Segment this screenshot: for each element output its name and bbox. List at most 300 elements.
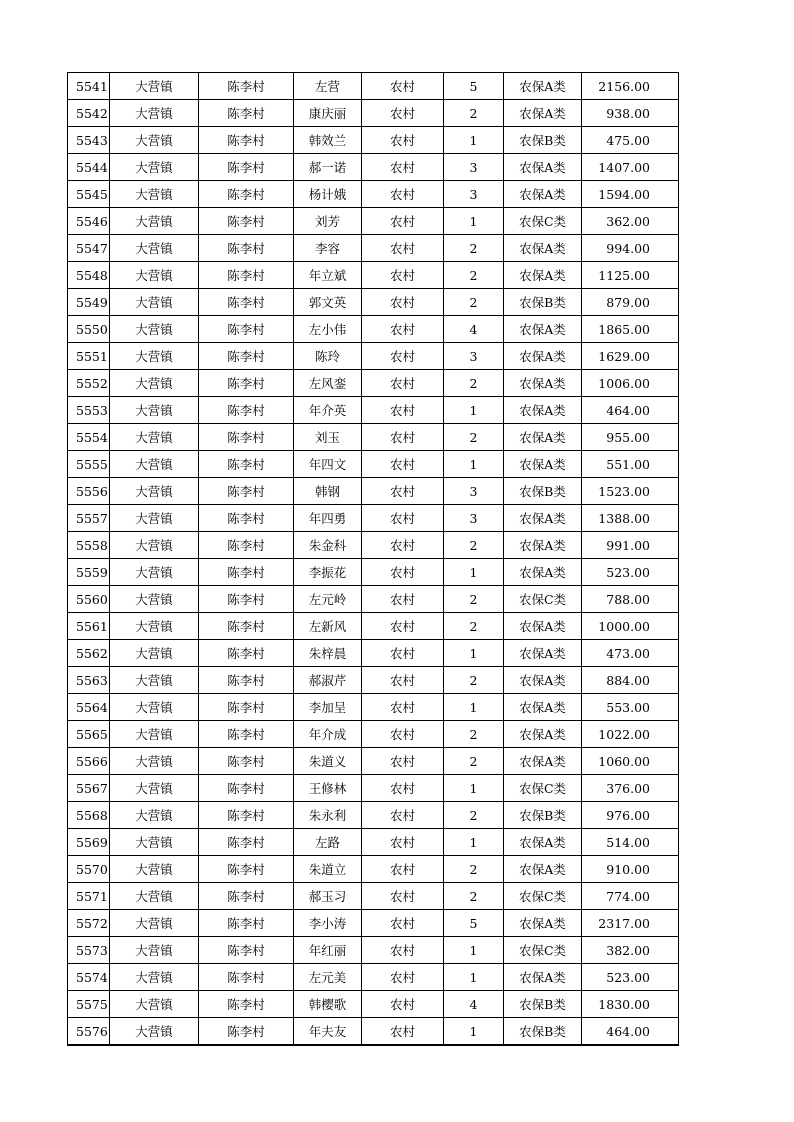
cell-category: 农保A类 bbox=[504, 532, 582, 559]
table-row bbox=[68, 694, 679, 721]
cell-persons: 1 bbox=[444, 397, 504, 424]
cell-name: 左风銮 bbox=[294, 370, 362, 397]
table-row bbox=[68, 937, 679, 964]
cell-no: 5549 bbox=[68, 289, 110, 316]
cell-town: 大营镇 bbox=[110, 208, 199, 235]
cell-amount: 553.00 bbox=[582, 694, 679, 721]
cell-village: 陈李村 bbox=[199, 370, 294, 397]
cell-town: 大营镇 bbox=[110, 910, 199, 937]
cell-village: 陈李村 bbox=[199, 451, 294, 478]
cell-amount: 382.00 bbox=[582, 937, 679, 964]
cell-amount: 884.00 bbox=[582, 667, 679, 694]
cell-area: 农村 bbox=[362, 316, 444, 343]
cell-village: 陈李村 bbox=[199, 424, 294, 451]
cell-name: 郭文英 bbox=[294, 289, 362, 316]
cell-persons: 2 bbox=[444, 424, 504, 451]
cell-village: 陈李村 bbox=[199, 343, 294, 370]
cell-no: 5575 bbox=[68, 991, 110, 1018]
table-row bbox=[68, 559, 679, 586]
cell-area: 农村 bbox=[362, 343, 444, 370]
cell-persons: 3 bbox=[444, 343, 504, 370]
cell-area: 农村 bbox=[362, 694, 444, 721]
cell-town: 大营镇 bbox=[110, 478, 199, 505]
cell-area: 农村 bbox=[362, 613, 444, 640]
cell-persons: 1 bbox=[444, 694, 504, 721]
cell-category: 农保B类 bbox=[504, 802, 582, 829]
cell-village: 陈李村 bbox=[199, 478, 294, 505]
cell-town: 大营镇 bbox=[110, 181, 199, 208]
cell-persons: 1 bbox=[444, 1018, 504, 1046]
cell-persons: 1 bbox=[444, 937, 504, 964]
cell-town: 大营镇 bbox=[110, 235, 199, 262]
cell-area: 农村 bbox=[362, 856, 444, 883]
cell-town: 大营镇 bbox=[110, 154, 199, 181]
cell-area: 农村 bbox=[362, 478, 444, 505]
table-row bbox=[68, 370, 679, 397]
cell-area: 农村 bbox=[362, 1018, 444, 1046]
cell-area: 农村 bbox=[362, 181, 444, 208]
cell-area: 农村 bbox=[362, 748, 444, 775]
cell-category: 农保C类 bbox=[504, 586, 582, 613]
cell-town: 大营镇 bbox=[110, 964, 199, 991]
cell-name: 韩樱歌 bbox=[294, 991, 362, 1018]
cell-category: 农保A类 bbox=[504, 721, 582, 748]
cell-area: 农村 bbox=[362, 802, 444, 829]
cell-category: 农保A类 bbox=[504, 694, 582, 721]
cell-name: 左元岭 bbox=[294, 586, 362, 613]
cell-village: 陈李村 bbox=[199, 154, 294, 181]
cell-town: 大营镇 bbox=[110, 991, 199, 1018]
cell-area: 农村 bbox=[362, 451, 444, 478]
cell-amount: 1594.00 bbox=[582, 181, 679, 208]
cell-village: 陈李村 bbox=[199, 235, 294, 262]
table-row bbox=[68, 262, 679, 289]
cell-no: 5557 bbox=[68, 505, 110, 532]
cell-name: 李加呈 bbox=[294, 694, 362, 721]
cell-area: 农村 bbox=[362, 910, 444, 937]
cell-no: 5560 bbox=[68, 586, 110, 613]
cell-village: 陈李村 bbox=[199, 532, 294, 559]
cell-no: 5544 bbox=[68, 154, 110, 181]
cell-no: 5558 bbox=[68, 532, 110, 559]
cell-category: 农保B类 bbox=[504, 478, 582, 505]
cell-village: 陈李村 bbox=[199, 937, 294, 964]
cell-name: 年四文 bbox=[294, 451, 362, 478]
cell-amount: 523.00 bbox=[582, 964, 679, 991]
cell-town: 大营镇 bbox=[110, 775, 199, 802]
cell-category: 农保C类 bbox=[504, 208, 582, 235]
table-row bbox=[68, 532, 679, 559]
cell-no: 5570 bbox=[68, 856, 110, 883]
cell-village: 陈李村 bbox=[199, 775, 294, 802]
cell-persons: 2 bbox=[444, 856, 504, 883]
cell-category: 农保B类 bbox=[504, 127, 582, 154]
cell-category: 农保C类 bbox=[504, 937, 582, 964]
cell-no: 5572 bbox=[68, 910, 110, 937]
cell-town: 大营镇 bbox=[110, 262, 199, 289]
cell-amount: 1830.00 bbox=[582, 991, 679, 1018]
cell-town: 大营镇 bbox=[110, 397, 199, 424]
table-row bbox=[68, 721, 679, 748]
relief-roster-table bbox=[67, 72, 679, 1046]
cell-village: 陈李村 bbox=[199, 694, 294, 721]
table-row bbox=[68, 667, 679, 694]
cell-village: 陈李村 bbox=[199, 181, 294, 208]
cell-name: 王修林 bbox=[294, 775, 362, 802]
cell-village: 陈李村 bbox=[199, 127, 294, 154]
cell-village: 陈李村 bbox=[199, 73, 294, 100]
cell-no: 5543 bbox=[68, 127, 110, 154]
table-row bbox=[68, 181, 679, 208]
cell-category: 农保A类 bbox=[504, 613, 582, 640]
cell-village: 陈李村 bbox=[199, 1018, 294, 1046]
table-row bbox=[68, 964, 679, 991]
cell-persons: 1 bbox=[444, 127, 504, 154]
cell-village: 陈李村 bbox=[199, 208, 294, 235]
cell-town: 大营镇 bbox=[110, 532, 199, 559]
cell-no: 5571 bbox=[68, 883, 110, 910]
cell-persons: 2 bbox=[444, 100, 504, 127]
cell-town: 大营镇 bbox=[110, 640, 199, 667]
cell-town: 大营镇 bbox=[110, 505, 199, 532]
cell-category: 农保B类 bbox=[504, 1018, 582, 1046]
cell-name: 李小涛 bbox=[294, 910, 362, 937]
cell-name: 年四勇 bbox=[294, 505, 362, 532]
table-row bbox=[68, 100, 679, 127]
table-row bbox=[68, 775, 679, 802]
cell-area: 农村 bbox=[362, 235, 444, 262]
cell-amount: 1865.00 bbox=[582, 316, 679, 343]
cell-village: 陈李村 bbox=[199, 883, 294, 910]
cell-area: 农村 bbox=[362, 964, 444, 991]
cell-category: 农保B类 bbox=[504, 289, 582, 316]
cell-area: 农村 bbox=[362, 937, 444, 964]
cell-town: 大营镇 bbox=[110, 829, 199, 856]
cell-village: 陈李村 bbox=[199, 586, 294, 613]
cell-category: 农保A类 bbox=[504, 235, 582, 262]
cell-no: 5576 bbox=[68, 1018, 110, 1046]
cell-category: 农保C类 bbox=[504, 775, 582, 802]
cell-amount: 464.00 bbox=[582, 397, 679, 424]
cell-persons: 1 bbox=[444, 559, 504, 586]
cell-no: 5542 bbox=[68, 100, 110, 127]
cell-amount: 991.00 bbox=[582, 532, 679, 559]
cell-amount: 1125.00 bbox=[582, 262, 679, 289]
cell-town: 大营镇 bbox=[110, 424, 199, 451]
cell-no: 5569 bbox=[68, 829, 110, 856]
cell-persons: 2 bbox=[444, 289, 504, 316]
cell-area: 农村 bbox=[362, 640, 444, 667]
cell-category: 农保A类 bbox=[504, 829, 582, 856]
cell-amount: 2156.00 bbox=[582, 73, 679, 100]
cell-town: 大营镇 bbox=[110, 748, 199, 775]
cell-name: 年介成 bbox=[294, 721, 362, 748]
table-row bbox=[68, 235, 679, 262]
cell-persons: 1 bbox=[444, 451, 504, 478]
cell-no: 5552 bbox=[68, 370, 110, 397]
cell-category: 农保A类 bbox=[504, 964, 582, 991]
cell-area: 农村 bbox=[362, 829, 444, 856]
cell-area: 农村 bbox=[362, 775, 444, 802]
cell-area: 农村 bbox=[362, 397, 444, 424]
cell-no: 5551 bbox=[68, 343, 110, 370]
cell-amount: 2317.00 bbox=[582, 910, 679, 937]
cell-name: 陈玲 bbox=[294, 343, 362, 370]
cell-no: 5546 bbox=[68, 208, 110, 235]
cell-area: 农村 bbox=[362, 667, 444, 694]
cell-category: 农保A类 bbox=[504, 343, 582, 370]
cell-town: 大营镇 bbox=[110, 694, 199, 721]
cell-name: 年红丽 bbox=[294, 937, 362, 964]
cell-village: 陈李村 bbox=[199, 613, 294, 640]
table-row bbox=[68, 316, 679, 343]
table-row bbox=[68, 910, 679, 937]
cell-village: 陈李村 bbox=[199, 721, 294, 748]
cell-village: 陈李村 bbox=[199, 856, 294, 883]
cell-category: 农保A类 bbox=[504, 559, 582, 586]
cell-persons: 1 bbox=[444, 640, 504, 667]
cell-town: 大营镇 bbox=[110, 856, 199, 883]
cell-village: 陈李村 bbox=[199, 640, 294, 667]
cell-area: 农村 bbox=[362, 208, 444, 235]
cell-persons: 2 bbox=[444, 883, 504, 910]
cell-name: 韩钢 bbox=[294, 478, 362, 505]
cell-category: 农保A类 bbox=[504, 451, 582, 478]
cell-village: 陈李村 bbox=[199, 802, 294, 829]
table-row bbox=[68, 424, 679, 451]
cell-area: 农村 bbox=[362, 154, 444, 181]
cell-name: 康庆丽 bbox=[294, 100, 362, 127]
cell-area: 农村 bbox=[362, 289, 444, 316]
cell-name: 李振花 bbox=[294, 559, 362, 586]
cell-amount: 362.00 bbox=[582, 208, 679, 235]
table-row bbox=[68, 73, 679, 100]
cell-no: 5554 bbox=[68, 424, 110, 451]
cell-category: 农保A类 bbox=[504, 262, 582, 289]
cell-village: 陈李村 bbox=[199, 829, 294, 856]
table-row bbox=[68, 748, 679, 775]
cell-category: 农保A类 bbox=[504, 370, 582, 397]
cell-category: 农保A类 bbox=[504, 73, 582, 100]
cell-amount: 1629.00 bbox=[582, 343, 679, 370]
cell-area: 农村 bbox=[362, 991, 444, 1018]
cell-village: 陈李村 bbox=[199, 748, 294, 775]
cell-category: 农保A类 bbox=[504, 181, 582, 208]
table-row bbox=[68, 343, 679, 370]
cell-name: 左营 bbox=[294, 73, 362, 100]
table-row bbox=[68, 505, 679, 532]
cell-category: 农保A类 bbox=[504, 505, 582, 532]
cell-amount: 551.00 bbox=[582, 451, 679, 478]
cell-category: 农保A类 bbox=[504, 316, 582, 343]
cell-persons: 2 bbox=[444, 748, 504, 775]
cell-area: 农村 bbox=[362, 100, 444, 127]
cell-persons: 1 bbox=[444, 208, 504, 235]
cell-amount: 514.00 bbox=[582, 829, 679, 856]
table-row bbox=[68, 829, 679, 856]
cell-town: 大营镇 bbox=[110, 73, 199, 100]
cell-persons: 2 bbox=[444, 613, 504, 640]
cell-persons: 4 bbox=[444, 316, 504, 343]
cell-no: 5574 bbox=[68, 964, 110, 991]
cell-area: 农村 bbox=[362, 370, 444, 397]
cell-persons: 5 bbox=[444, 73, 504, 100]
table-row bbox=[68, 208, 679, 235]
cell-village: 陈李村 bbox=[199, 964, 294, 991]
cell-name: 朱道义 bbox=[294, 748, 362, 775]
cell-area: 农村 bbox=[362, 73, 444, 100]
cell-no: 5559 bbox=[68, 559, 110, 586]
cell-amount: 1000.00 bbox=[582, 613, 679, 640]
cell-village: 陈李村 bbox=[199, 559, 294, 586]
cell-no: 5553 bbox=[68, 397, 110, 424]
table-row bbox=[68, 451, 679, 478]
cell-village: 陈李村 bbox=[199, 289, 294, 316]
cell-amount: 976.00 bbox=[582, 802, 679, 829]
cell-no: 5563 bbox=[68, 667, 110, 694]
cell-name: 朱道立 bbox=[294, 856, 362, 883]
cell-category: 农保A类 bbox=[504, 640, 582, 667]
cell-amount: 473.00 bbox=[582, 640, 679, 667]
cell-village: 陈李村 bbox=[199, 991, 294, 1018]
cell-name: 左元美 bbox=[294, 964, 362, 991]
cell-amount: 464.00 bbox=[582, 1018, 679, 1046]
cell-persons: 1 bbox=[444, 775, 504, 802]
cell-no: 5556 bbox=[68, 478, 110, 505]
cell-town: 大营镇 bbox=[110, 370, 199, 397]
cell-amount: 376.00 bbox=[582, 775, 679, 802]
cell-persons: 1 bbox=[444, 964, 504, 991]
cell-town: 大营镇 bbox=[110, 100, 199, 127]
cell-town: 大营镇 bbox=[110, 127, 199, 154]
cell-persons: 3 bbox=[444, 478, 504, 505]
cell-persons: 2 bbox=[444, 667, 504, 694]
cell-village: 陈李村 bbox=[199, 262, 294, 289]
table-row bbox=[68, 478, 679, 505]
cell-amount: 879.00 bbox=[582, 289, 679, 316]
cell-no: 5568 bbox=[68, 802, 110, 829]
cell-town: 大营镇 bbox=[110, 667, 199, 694]
cell-category: 农保A类 bbox=[504, 667, 582, 694]
cell-town: 大营镇 bbox=[110, 1018, 199, 1046]
cell-amount: 788.00 bbox=[582, 586, 679, 613]
cell-no: 5547 bbox=[68, 235, 110, 262]
table-row bbox=[68, 1018, 679, 1046]
cell-area: 农村 bbox=[362, 532, 444, 559]
cell-name: 韩效兰 bbox=[294, 127, 362, 154]
table-row bbox=[68, 397, 679, 424]
cell-no: 5548 bbox=[68, 262, 110, 289]
cell-persons: 5 bbox=[444, 910, 504, 937]
cell-name: 刘芳 bbox=[294, 208, 362, 235]
cell-no: 5573 bbox=[68, 937, 110, 964]
cell-amount: 523.00 bbox=[582, 559, 679, 586]
cell-town: 大营镇 bbox=[110, 937, 199, 964]
cell-no: 5555 bbox=[68, 451, 110, 478]
cell-name: 刘玉 bbox=[294, 424, 362, 451]
cell-category: 农保A类 bbox=[504, 397, 582, 424]
cell-persons: 2 bbox=[444, 370, 504, 397]
cell-name: 左新风 bbox=[294, 613, 362, 640]
cell-persons: 2 bbox=[444, 532, 504, 559]
table-body bbox=[68, 73, 679, 1046]
cell-town: 大营镇 bbox=[110, 559, 199, 586]
cell-category: 农保A类 bbox=[504, 910, 582, 937]
cell-area: 农村 bbox=[362, 883, 444, 910]
cell-town: 大营镇 bbox=[110, 721, 199, 748]
cell-name: 朱永利 bbox=[294, 802, 362, 829]
table-row bbox=[68, 127, 679, 154]
cell-area: 农村 bbox=[362, 127, 444, 154]
cell-category: 农保A类 bbox=[504, 154, 582, 181]
cell-category: 农保A类 bbox=[504, 856, 582, 883]
cell-no: 5565 bbox=[68, 721, 110, 748]
cell-name: 郝一诺 bbox=[294, 154, 362, 181]
cell-village: 陈李村 bbox=[199, 910, 294, 937]
cell-area: 农村 bbox=[362, 262, 444, 289]
cell-no: 5550 bbox=[68, 316, 110, 343]
cell-name: 郝玉习 bbox=[294, 883, 362, 910]
cell-town: 大营镇 bbox=[110, 451, 199, 478]
cell-amount: 910.00 bbox=[582, 856, 679, 883]
cell-name: 朱金科 bbox=[294, 532, 362, 559]
cell-amount: 1407.00 bbox=[582, 154, 679, 181]
cell-category: 农保C类 bbox=[504, 883, 582, 910]
cell-village: 陈李村 bbox=[199, 100, 294, 127]
cell-category: 农保A类 bbox=[504, 424, 582, 451]
cell-town: 大营镇 bbox=[110, 802, 199, 829]
cell-town: 大营镇 bbox=[110, 343, 199, 370]
cell-category: 农保A类 bbox=[504, 748, 582, 775]
cell-persons: 3 bbox=[444, 505, 504, 532]
cell-village: 陈李村 bbox=[199, 667, 294, 694]
cell-amount: 1022.00 bbox=[582, 721, 679, 748]
cell-name: 左路 bbox=[294, 829, 362, 856]
cell-amount: 938.00 bbox=[582, 100, 679, 127]
cell-name: 朱梓晨 bbox=[294, 640, 362, 667]
cell-no: 5566 bbox=[68, 748, 110, 775]
cell-village: 陈李村 bbox=[199, 316, 294, 343]
table-row bbox=[68, 802, 679, 829]
cell-amount: 955.00 bbox=[582, 424, 679, 451]
cell-amount: 994.00 bbox=[582, 235, 679, 262]
table-row bbox=[68, 883, 679, 910]
cell-amount: 1060.00 bbox=[582, 748, 679, 775]
cell-amount: 1388.00 bbox=[582, 505, 679, 532]
table-row bbox=[68, 289, 679, 316]
cell-area: 农村 bbox=[362, 559, 444, 586]
cell-no: 5562 bbox=[68, 640, 110, 667]
cell-amount: 1006.00 bbox=[582, 370, 679, 397]
cell-persons: 3 bbox=[444, 154, 504, 181]
table-row bbox=[68, 640, 679, 667]
table-row bbox=[68, 154, 679, 181]
cell-persons: 2 bbox=[444, 721, 504, 748]
cell-town: 大营镇 bbox=[110, 289, 199, 316]
cell-village: 陈李村 bbox=[199, 397, 294, 424]
cell-persons: 3 bbox=[444, 181, 504, 208]
cell-town: 大营镇 bbox=[110, 586, 199, 613]
cell-no: 5545 bbox=[68, 181, 110, 208]
table-row bbox=[68, 991, 679, 1018]
cell-town: 大营镇 bbox=[110, 613, 199, 640]
table-row bbox=[68, 613, 679, 640]
cell-name: 郝淑芹 bbox=[294, 667, 362, 694]
cell-persons: 2 bbox=[444, 586, 504, 613]
cell-area: 农村 bbox=[362, 721, 444, 748]
cell-name: 杨计娥 bbox=[294, 181, 362, 208]
cell-village: 陈李村 bbox=[199, 505, 294, 532]
